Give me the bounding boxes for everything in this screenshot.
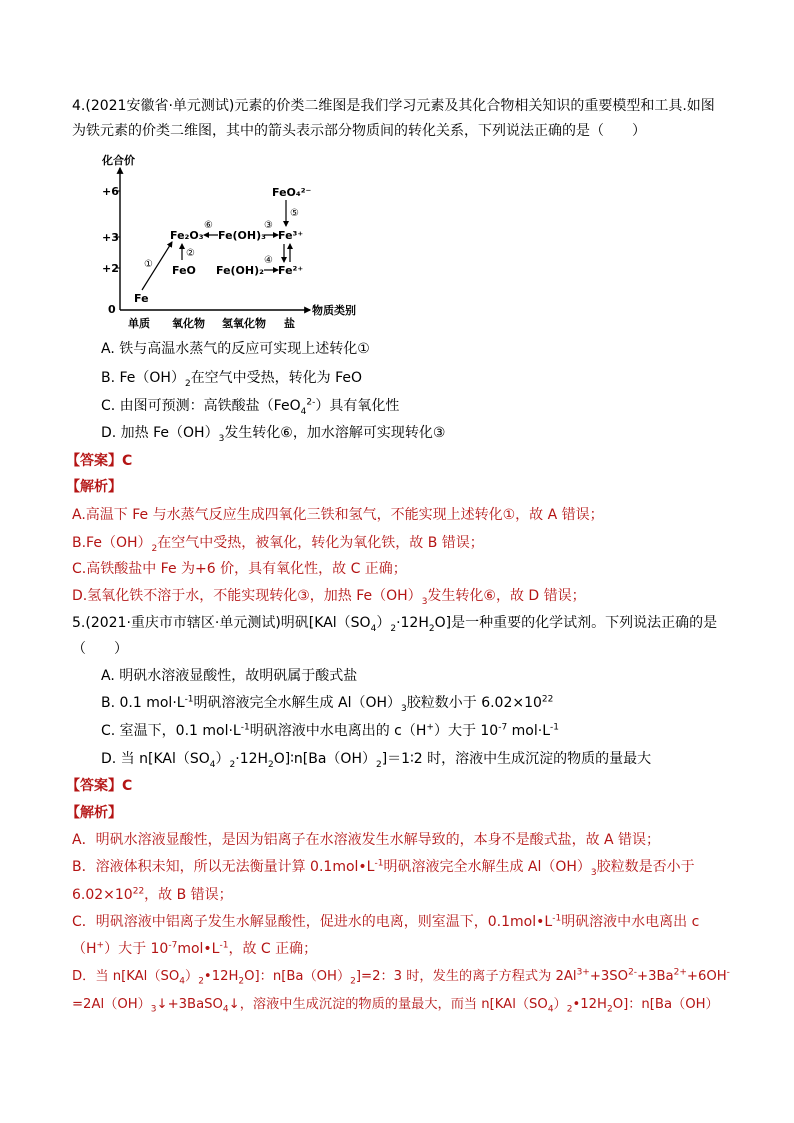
species-feoh3: Fe(OH)₃ — [218, 229, 266, 242]
q5-answer: 【答案】C — [66, 778, 133, 794]
q4-answer: 【答案】C — [66, 453, 133, 469]
q5-option-d: D. 当 $n[KAl(SO_4)_2\cdot 12H_2O]∶n[Ba(OH)_2]=1∶2$ 时，溶液中生成沉淀的物质的量最大 — [101, 751, 652, 770]
arrow-label-5: ⑤ — [290, 208, 299, 219]
x-axis-label: 物质类别 — [312, 304, 356, 317]
arrow-label-6: ⑥ — [204, 220, 213, 231]
y-tick-plus6: +6 — [102, 185, 119, 198]
species-fe: Fe — [134, 292, 149, 305]
y-tick-plus3: +3 — [102, 231, 119, 244]
q5-analysis-a: A．明矾水溶液显酸性，是因为铝离子在水溶液发生水解导致的，本身不是酸式盐，故 A 错误； — [72, 832, 661, 848]
q5-analysis-b1: B．溶液体积未知，所以无法衡量计算 $0.1mol•L^{-1}$明矾溶液完全水解生成 $Al(OH)_3$胶粒数是否小于 — [72, 858, 695, 878]
arrow-label-1: ① — [144, 259, 153, 270]
arrow-label-4: ④ — [264, 255, 273, 266]
q5-analysis-d2: $=2Al(OH)_3↓+3BaSO_4↓$，溶液中生成沉淀的物质的量最大，而当 $n[KAl(SO_4)_2•12H_2O]$：n[Ba（OH） — [72, 997, 719, 1015]
q4-option-b: B. $Fe(OH)_2$在空气中受热，转化为 FeO — [101, 370, 363, 389]
species-feo: FeO — [172, 264, 196, 277]
q4-option-c: C. 由图可预测：高铁酸盐（FeO$_4^{2-}$）具有氧化性 — [101, 397, 400, 417]
arrow-label-3: ③ — [264, 220, 273, 231]
q4-analysis-label: 【解析】 — [66, 479, 122, 495]
q5-option-b: B. 0.1 $mol\cdot L^{-1}$明矾溶液完全水解生成 $Al(OH)_3$胶粒数小于 $6.02\times 10^{22}$ — [101, 694, 554, 714]
species-feoh2: Fe(OH)₂ — [216, 264, 264, 277]
q5-analysis-b2: $6.02\times 10^{22}$，故 B 错误； — [72, 886, 233, 903]
q4-analysis-b: $B.Fe(OH)_2$在空气中受热，被氧化，转化为氧化铁，故 B 错误； — [72, 535, 484, 554]
y-tick-plus2: +2 — [102, 262, 119, 275]
q5-option-c: C. 室温下，0.1 $mol\cdot L^{-1}$明矾溶液中水电离出的 c（H+）大于 $10^{-7}$ $mol\cdot L^{-1}$ — [101, 722, 559, 739]
x-cat-salt: 盐 — [284, 317, 295, 330]
arrow-label-2: ② — [186, 248, 195, 259]
q5-analysis-d1: D．当 $n[KAl(SO_4)_2•12H_2O]$：$n[Ba(OH)_2]=2$：3 时，发生的离子方程式为 $2Al^{3+}+3SO^{2-}+3Ba^{2+}+6OH^-$ — [72, 967, 730, 987]
q4-option-a: A. 铁与高温水蒸气的反应可实现上述转化① — [101, 341, 370, 357]
q5-stem-line1: 5.(2021·重庆市市辖区·单元测试)明矾$[KAl(SO_4)_2\cdot 12H_2O]$是一种重要的化学试剂。下列说法正确的是 — [72, 615, 718, 634]
q4-stem-line2: 为铁元素的价类二维图，其中的箭头表示部分物质间的转化关系，下列说法正确的是（ ） — [72, 123, 646, 139]
q4-analysis-c: C.高铁酸盐中 Fe 为+6 价，具有氧化性，故 C 正确； — [72, 561, 407, 577]
species-fe2: Fe²⁺ — [278, 264, 304, 277]
species-feo4: FeO₄²⁻ — [272, 186, 312, 199]
q5-option-a: A. 明矾水溶液显酸性，故明矾属于酸式盐 — [101, 668, 358, 684]
q4-stem-line1: 4.(2021安徽省·单元测试)元素的价类二维图是我们学习元素及其化合物相关知识的重要模型和工具.如图 — [72, 98, 715, 114]
q5-analysis-label: 【解析】 — [66, 805, 122, 821]
q4-analysis-a: A.高温下 Fe 与水蒸气反应生成四氧化三铁和氢气，不能实现上述转化①，故 A 错误； — [72, 507, 604, 523]
x-cat-hydroxide: 氢氧化物 — [222, 317, 266, 330]
species-fe3: Fe³⁺ — [278, 229, 304, 242]
species-fe2o3: Fe₂O₃ — [170, 229, 204, 242]
x-cat-oxide: 氧化物 — [172, 317, 205, 330]
x-cat-elemental: 单质 — [128, 317, 150, 330]
q5-stem-line2: （ ） — [72, 641, 128, 657]
y-tick-0: 0 — [108, 303, 116, 316]
q4-analysis-d: D.氢氧化铁不溶于水，不能实现转化③，加热 $Fe(OH)_3$发生转化⑥，故 D 错误； — [72, 588, 586, 607]
q5-analysis-c1: C．明矾溶液中铝离子发生水解显酸性，促进水的电离，则室温下，$0.1mol•L^{-1}$明矾溶液中水电离出 c — [72, 913, 700, 930]
q4-option-d: D. 加热 $Fe(OH)_3$发生转化⑥，加水溶解可实现转化③ — [101, 425, 446, 444]
y-axis-label: 化合价 — [102, 154, 135, 167]
q5-analysis-c2: （H+）大于 $10^{-7}mol•L^{-1}$，故 C 正确； — [72, 940, 318, 957]
iron-valence-class-diagram — [100, 150, 356, 330]
